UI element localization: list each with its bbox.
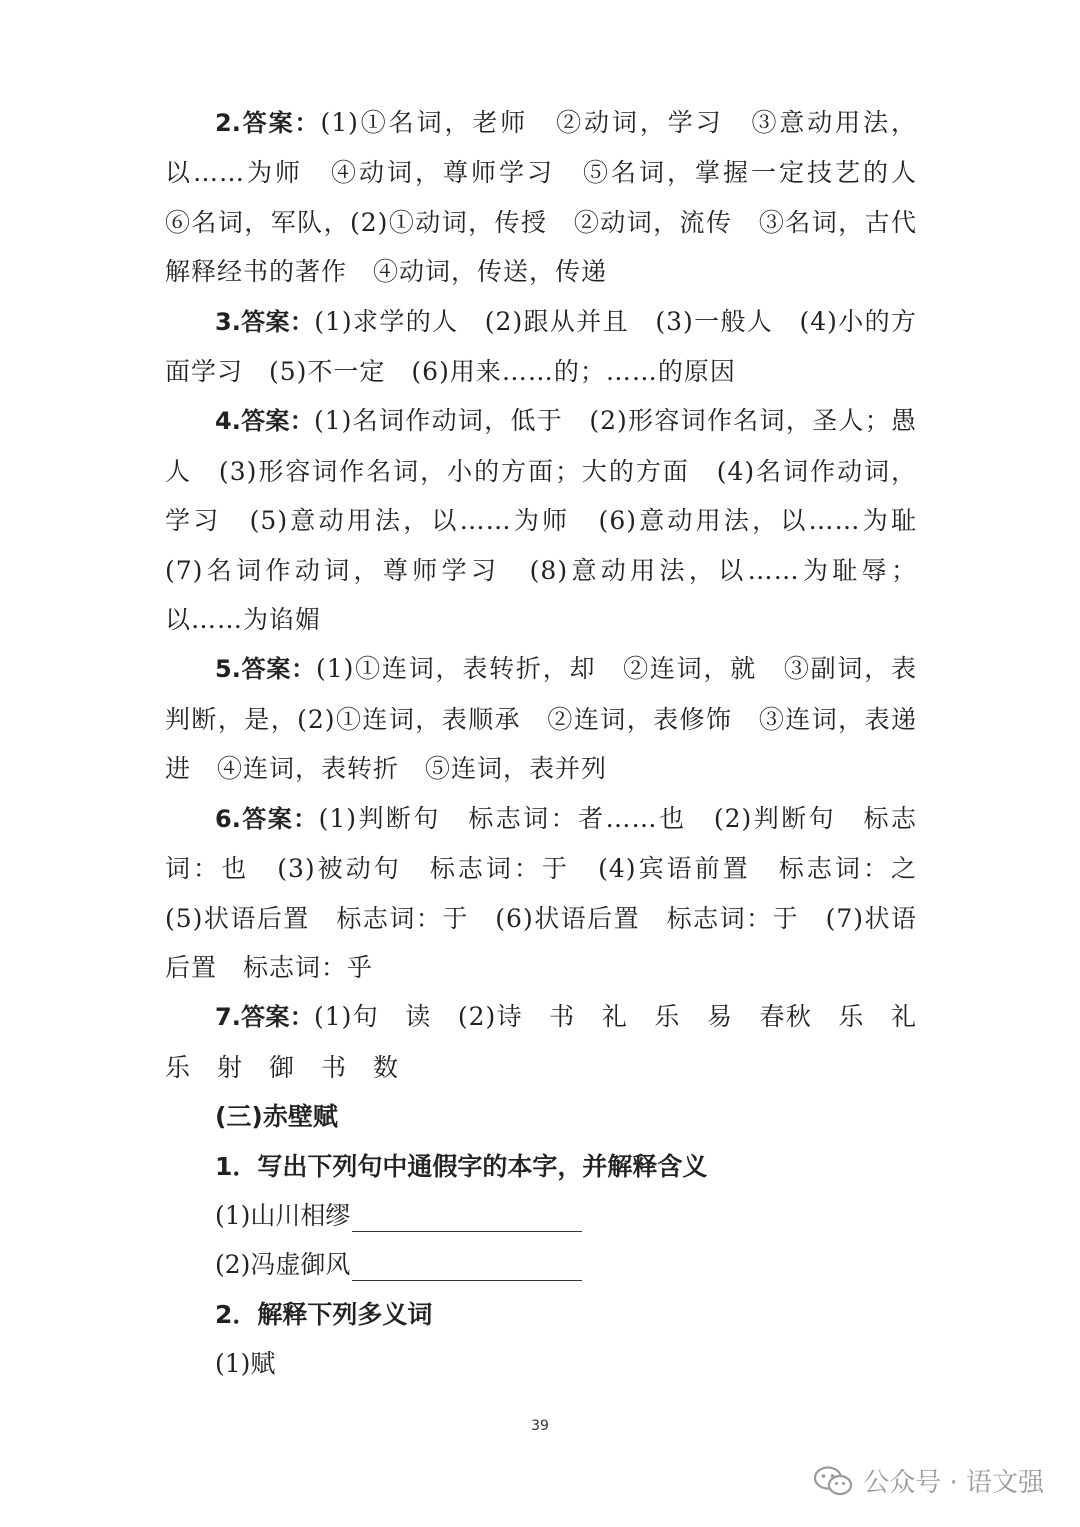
item-text: (2)冯虚御风 [215,1250,351,1280]
watermark-text: 公众号 · 语文强 [863,1468,1044,1498]
watermark [813,1462,1044,1499]
question-1-item-2 [165,1240,917,1289]
answer-text: (1)句 读 (2)诗 书 礼 乐 易 春秋 乐 礼 乐 射 御 书 数 [165,1002,944,1082]
wechat-icon [813,1465,853,1497]
question-1-item-1 [165,1191,917,1240]
answer-7 [165,992,944,1092]
question-1-heading: 1．写出下列句中通假字的本字，并解释含义 [215,1151,708,1181]
answer-label: 3.答案： [215,307,315,336]
question-2-item-1: (1)赋 [215,1349,276,1379]
item-text: (1)山川相缪 [215,1200,351,1230]
answer-label: 4.答案： [215,407,314,436]
answer-2 [165,98,944,297]
answer-3 [165,297,917,397]
answer-5 [165,644,917,793]
answer-text: (1)①连词，表转折，却 ②连词，就 ③副词，表判断，是，(2)①连词，表顺承 ②连词，表修饰 ③连词，表递进 ④连词，表转折 ⑤连词，表并列 [165,654,917,784]
answer-content [165,98,944,1389]
answer-text: (1)求学的人 (2)跟从并且 (3)一般人 (4)小的方面学习 (5)不一定 (6)用来……的；……的原因 [165,306,917,387]
answer-text: (1)①名词，老师 ②动词，学习 ③意动用法，以……为师 ④动词，尊师学习 ⑤名词，掌握一定技艺的人 ⑥名词，军队，(2)①动词，传授 ②动词，流传 ③名词，古代解释经书的著作 ④动词，传送，传递 [165,108,944,287]
answer-label: 2.答案： [215,109,321,137]
section-title: (三)赤壁赋 [215,1102,338,1132]
answer-text: (1)判断句 标志词：者……也 (2)判断句 标志词：也 (3)被动句 标志词：于 (4)宾语前置 标志词：之 (5)状语后置 标志词：于 (6)状语后置 标志词：于 (7)状语后置 标志词：乎 [165,803,944,982]
answer-blank[interactable] [352,1250,582,1281]
page-number: 39 [531,1418,549,1434]
answer-blank[interactable] [352,1201,582,1232]
answer-label: 5.答案： [215,655,316,684]
answer-4 [165,396,944,644]
answer-label: 6.答案： [215,804,319,833]
question-2-heading: 2．解释下列多义词 [215,1299,433,1329]
answer-6 [165,794,944,993]
answer-text: (1)名词作动词，低于 (2)形容词作名词，圣人；愚人 (3)形容词作名词，小的方面；大的方面 (4)名词作动词，学习 (5)意动用法，以……为师 (6)意动用法，以……为耻 (7)名词作动词，尊师学习 (8)意动用法，以……为耻辱；以……为谄媚 [165,406,944,635]
answer-label: 7.答案： [215,1003,314,1032]
